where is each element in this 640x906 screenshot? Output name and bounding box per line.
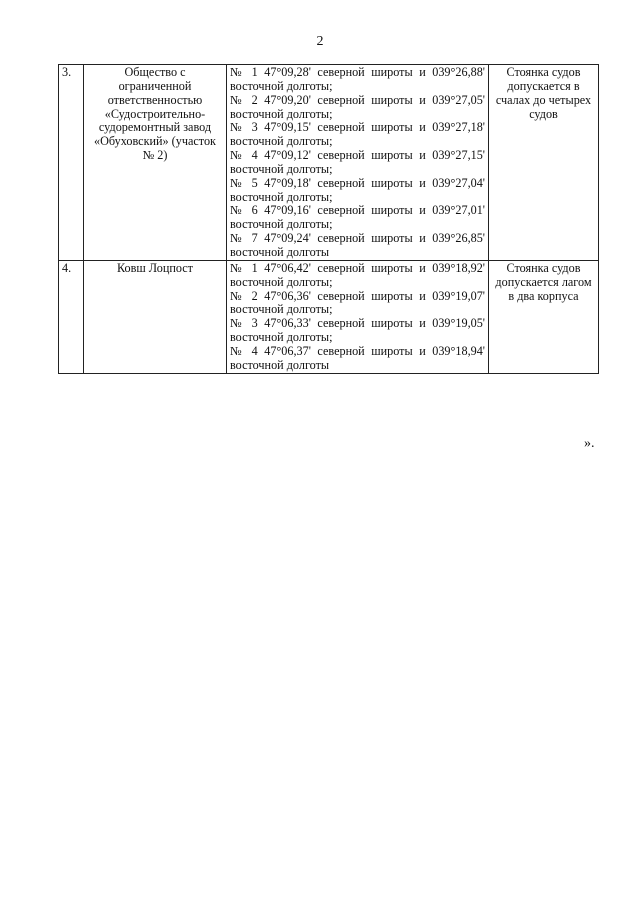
closing-quote-mark: ». [584,436,595,451]
coordinate-tail: восточной долготы; [230,134,333,149]
coordinate-tail: восточной долготы [230,357,330,372]
organization-text: Общество с ограниченной ответственностью «Судостроительно-судоремонтный завод «Обуховский» (участок № 2) [94,65,216,163]
organization-name [84,260,227,373]
anchorage-table [58,64,599,374]
page-number: 2 [316,34,324,49]
row-number: 3. [59,65,84,261]
coordinate-line: № 1 47°09,28' северной широты и 039°26,88' [230,65,485,79]
coordinate-tail: восточной долготы; [230,189,333,204]
coordinate-line: № 4 47°09,12' северной широты и 039°27,15' [230,148,485,163]
coordinate-line: № 5 47°09,18' северной широты и 039°27,04' [230,175,485,190]
coordinate-tail: восточной долготы; [230,161,333,176]
table-row [59,65,599,261]
row-number: 4. [59,260,84,373]
coordinate-tail: восточной долготы; [230,217,333,232]
coordinates-cell [227,65,489,261]
coordinate-tail: восточной долготы; [230,274,333,289]
coordinate-line: № 2 47°09,20' северной широты и 039°27,05' [230,92,485,107]
coordinate-line: № 6 47°09,16' северной широты и 039°27,01' [230,203,485,218]
organization-name [84,65,227,261]
coordinate-tail: восточной долготы; [230,106,333,121]
coordinate-line: № 3 47°09,15' северной широты и 039°27,18' [230,120,485,135]
table-row [59,260,599,373]
organization-text: Ковш Лоцпост [116,260,194,275]
coordinate-line: № 3 47°06,33' северной широты и 039°19,05' [230,316,485,331]
coordinates-cell [227,260,489,373]
anchorage-note: Стоянка судов допускается лагом в два корпуса [489,260,599,373]
coordinate-line: № 1 47°06,42' северной широты и 039°18,92' [230,260,485,275]
coordinate-line: № 2 47°06,36' северной широты и 039°19,07' [230,288,485,303]
anchorage-note: Стоянка судов допускается в счалах до четырех судов [489,65,599,261]
coordinate-line: № 7 47°09,24' северной широты и 039°26,85' [230,231,485,246]
coordinate-tail: восточной долготы [230,244,330,259]
coordinate-line: № 4 47°06,37' северной широты и 039°18,94' [230,343,485,358]
coordinate-tail: восточной долготы; [230,330,333,345]
coordinate-tail: восточной долготы; [230,302,333,317]
coordinate-tail: восточной долготы; [230,78,333,93]
